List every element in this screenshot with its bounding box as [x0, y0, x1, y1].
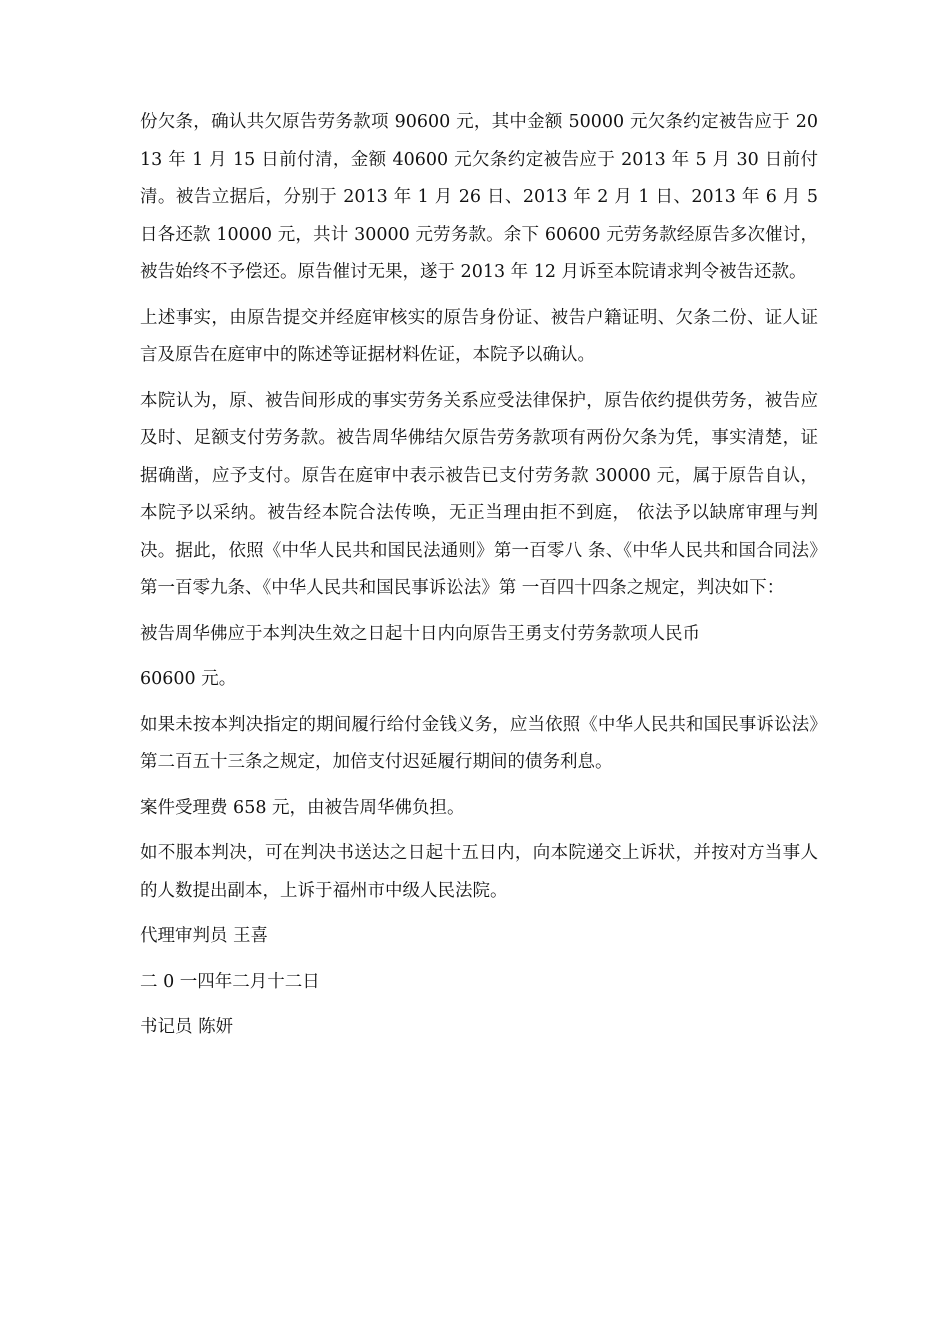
paragraph-ruling-amount: 60600 元。	[140, 669, 237, 689]
signature-clerk: 书记员 陈妍	[140, 1017, 234, 1037]
paragraph-case-fee: 案件受理费 658 元，由被告周华佛负担。	[140, 797, 465, 818]
judgment-body	[140, 104, 818, 1055]
paragraph-evidence: 上述事实，由原告提交并经庭审核实的原告身份证、被告户籍证明、欠条二份、证人证言及原告在庭审中的陈述等证据材料佐证，本院予以确认。	[140, 307, 818, 365]
paragraph-appeal: 如不服本判决，可在判决书送达之日起十五日内，向本院递交上诉状，并按对方当事人的人数提出副本，上诉于福州市中级人民法院。	[140, 843, 818, 901]
paragraph-ruling: 被告周华佛应于本判决生效之日起十日内向原告王勇支付劳务款项人民币	[140, 623, 700, 644]
paragraph-court-opinion: 本院认为，原、被告间形成的事实劳务关系应受法律保护，原告依约提供劳务，被告应及时、足额支付劳务款。被告周华佛结欠原告劳务款项有两份欠条为凭，事实清楚，证据确凿，应予支付。原告在庭审中表示被告已支付劳务款 30000 元，属于原告自认，本院予以采纳。被告经本院合法传唤，无正当理由拒不到庭， 依法予以缺席审理与判决。据此，依照《中华人民共和国民法通则》第一百零八 条、《中华人民共和国合同法》第一百零九条、《中华人民共和国民事诉讼法》第 一百四十四条之规定，判决如下：	[140, 390, 818, 598]
paragraph-late-interest: 如果未按本判决指定的期间履行给付金钱义务，应当依照《中华人民共和国民事诉讼法》第二百五十三条之规定，加倍支付迟延履行期间的债务利息。	[140, 714, 818, 772]
paragraph-facts: 份欠条，确认共欠原告劳务款项 90600 元，其中金额 50000 元欠条约定被告应于 2013 年 1 月 15 日前付清，金额 40600 元欠条约定被告应于 2013 年 5 月 30 日前付清。被告立据后，分别于 2013 年 1 月 26 日、2013 年 2 月 1 日、2013 年 6 月 5 日各还款 10000 元，共计 30000 元劳务款。余下 60600 元劳务款经原告多次催讨，被告始终不予偿还。原告催讨无果，遂于 2013 年 12 月诉至本院请求判令被告还款。	[140, 112, 818, 282]
signature-judge: 代理审判员 王喜	[140, 926, 269, 946]
signature-date: 二 0 一四年二月十二日	[140, 971, 320, 992]
